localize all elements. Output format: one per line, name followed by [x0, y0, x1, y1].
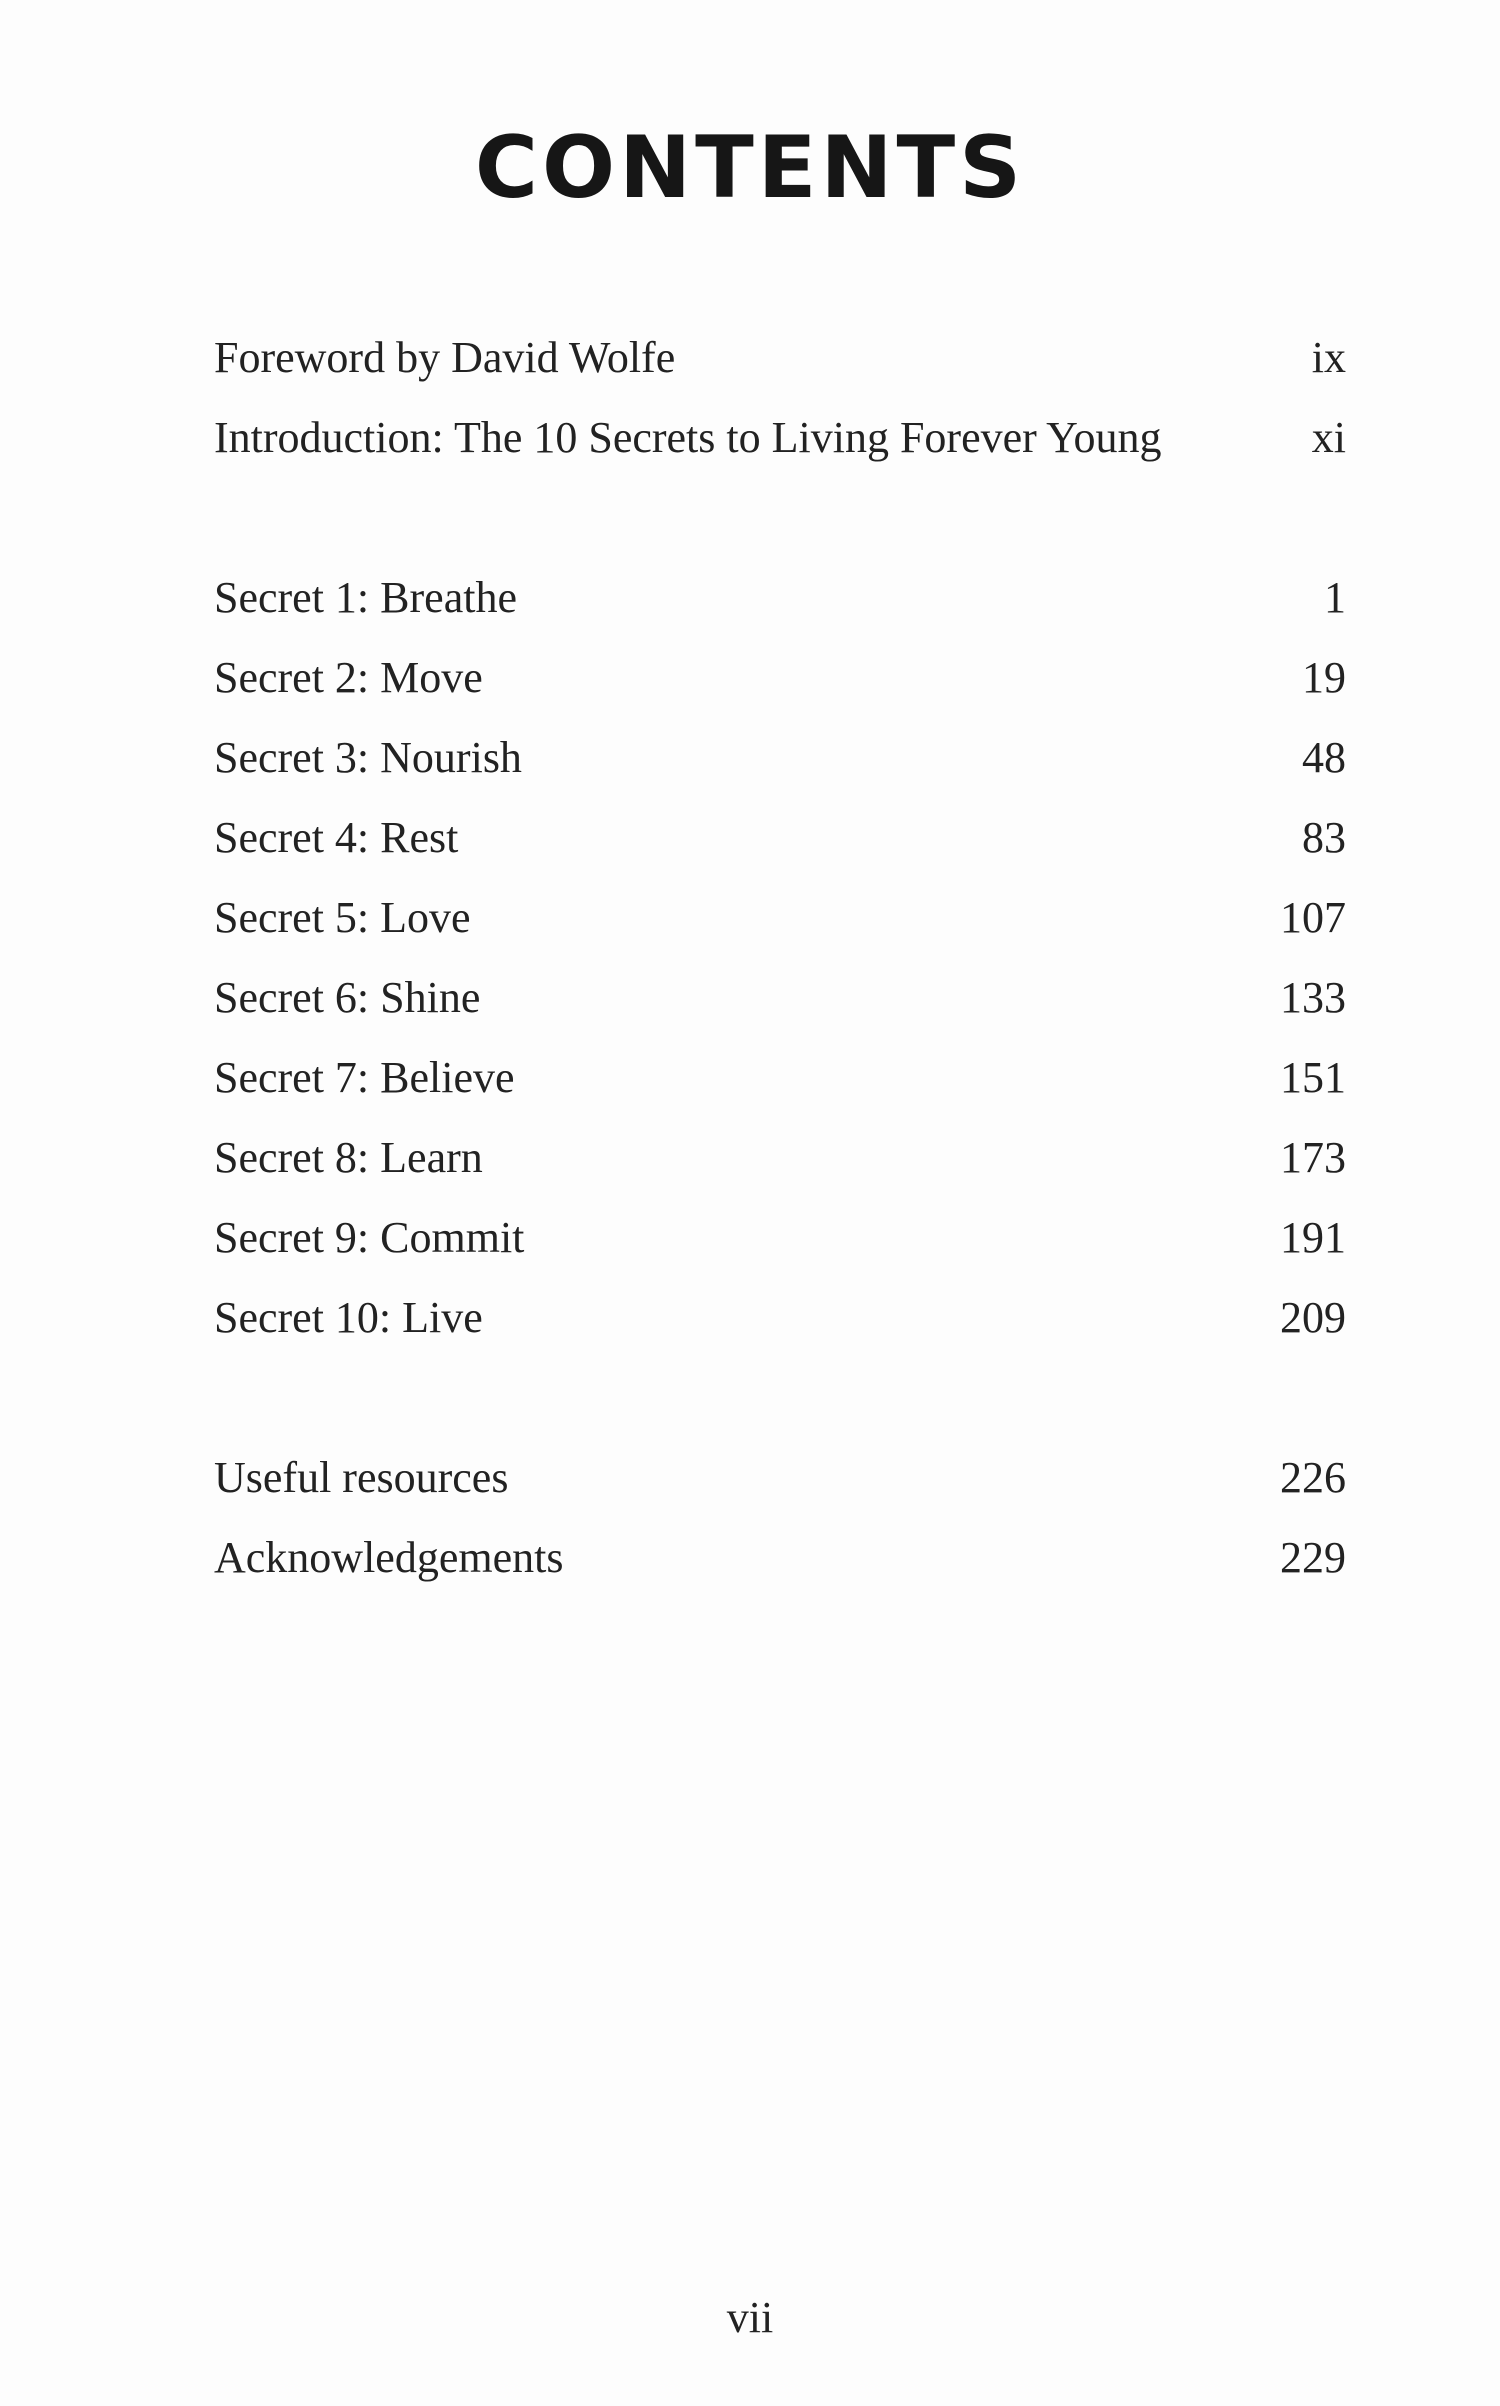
toc-entry-page: 48	[1302, 733, 1346, 782]
toc-entry	[214, 398, 1346, 478]
toc-entry-label: Secret 7: Believe	[214, 1053, 515, 1102]
toc-entry-page: 229	[1280, 1533, 1346, 1582]
toc-entry	[214, 558, 1346, 638]
toc-entry-page: 151	[1280, 1053, 1346, 1102]
toc-entry-label: Secret 6: Shine	[214, 973, 481, 1022]
toc-entry-label: Secret 3: Nourish	[214, 733, 522, 782]
toc-entry-page: 209	[1280, 1293, 1346, 1342]
page-title: CONTENTS	[474, 118, 1026, 218]
toc-entry-label: Secret 2: Move	[214, 653, 483, 702]
toc-entry	[214, 798, 1346, 878]
toc-entry-label: Secret 1: Breathe	[214, 573, 517, 622]
page-number: vii	[726, 2293, 774, 2342]
toc-entry-label: Secret 10: Live	[214, 1293, 483, 1342]
toc-entry-page: 83	[1302, 813, 1346, 862]
toc-entry-page: 173	[1280, 1133, 1346, 1182]
toc-secrets	[214, 558, 1346, 1358]
toc-entry-page: 19	[1302, 653, 1346, 702]
toc-entry-label: Useful resources	[214, 1453, 509, 1502]
toc-entry-label: Foreword by David Wolfe	[214, 333, 676, 382]
toc-entry-page: xi	[1311, 413, 1346, 462]
toc-entry-label: Secret 9: Commit	[214, 1213, 525, 1262]
toc-entry-page: 191	[1280, 1213, 1346, 1262]
toc-entry	[214, 718, 1346, 798]
toc-entry	[214, 1438, 1346, 1518]
toc-entry	[214, 1518, 1346, 1598]
toc-entry-page: ix	[1311, 333, 1346, 382]
toc-entry	[214, 1278, 1346, 1358]
toc-entry-label: Secret 4: Rest	[214, 813, 459, 862]
toc-front-matter	[214, 318, 1346, 478]
toc-entry-page: 226	[1280, 1453, 1346, 1502]
toc-entry-label: Secret 5: Love	[214, 893, 471, 942]
toc-entry-label: Secret 8: Learn	[214, 1133, 483, 1182]
toc-back-matter	[214, 1438, 1346, 1598]
toc-entry	[214, 638, 1346, 718]
toc-entry-label: Introduction: The 10 Secrets to Living Forever Young	[214, 413, 1162, 462]
toc-entry-page: 133	[1280, 973, 1346, 1022]
toc-entry	[214, 958, 1346, 1038]
toc-entry	[214, 878, 1346, 958]
toc-entry	[214, 1038, 1346, 1118]
toc-entry-page: 1	[1324, 573, 1346, 622]
toc-entry	[214, 318, 1346, 398]
toc-entry	[214, 1198, 1346, 1278]
toc-entry-page: 107	[1280, 893, 1346, 942]
toc-entry-label: Acknowledgements	[214, 1533, 564, 1582]
toc-entry	[214, 1118, 1346, 1198]
